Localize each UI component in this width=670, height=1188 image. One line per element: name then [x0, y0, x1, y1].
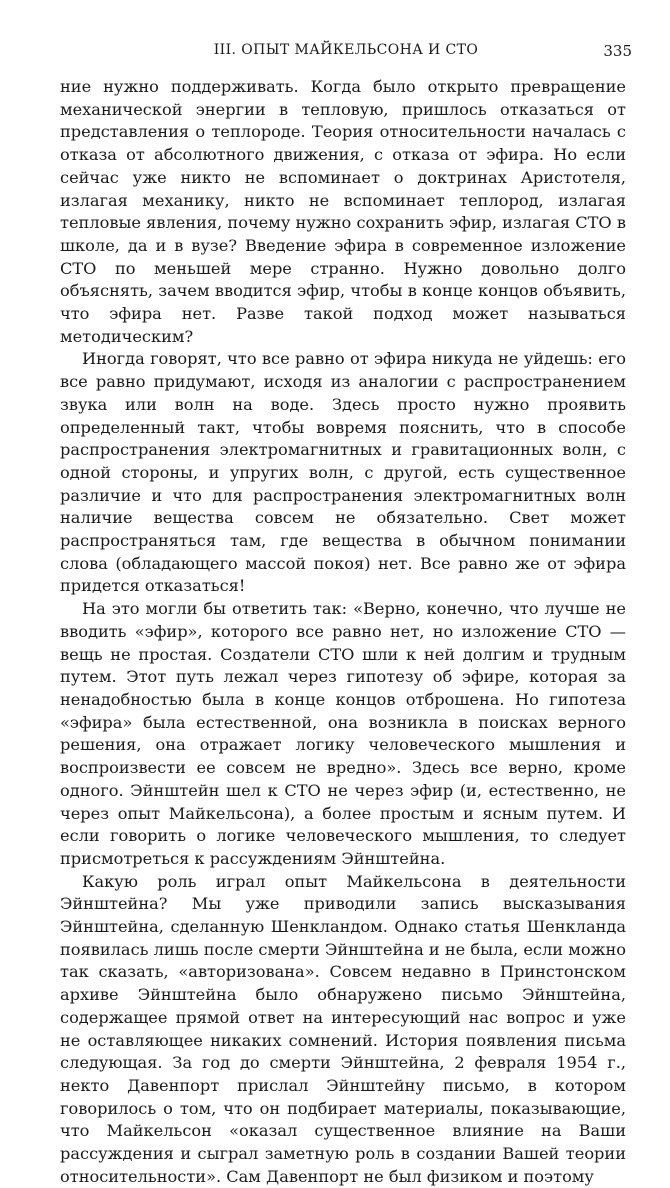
- paragraph-4: Какую роль играл опыт Майкельсона в деятельности Эйнштейна? Мы уже приводили запись высказывания Эйнштейна, сделанную Шенкландом. Однако статья Шенкланда появилась лишь после смерти Эйнштейна и не была, если можно так сказать, «авторизована». Совсем недавно в Принстонском архиве Эйнштейна было обнаружено письмо Эйнштейна, содержащее прямой ответ на интересующий нас вопрос и уже не оставляющее никаких сомнений. История появления письма следующая. За год до смерти Эйнштейна, 2 февраля 1954 г., некто Давенпорт прислал Эйнштейну письмо, в котором говорилось о том, что он подбирает материалы, показывающие, что Майкельсон «оказал существенное влияние на Ваши рассуждения и сыграл заметную роль в создании Вашей теории относительности». Сам Давенпорт не был физиком и поэтому: [60, 871, 626, 1186]
- paragraph-2: Иногда говорят, что все равно от эфира никуда не уйдешь: его все равно придумают, исходя из аналогии с распространением звука или волн на воде. Здесь просто нужно проявить определенный такт, чтобы вовремя пояснить, что в способе распространения электромагнитных и гравитационных волн, с одной стороны, и упругих волн, с другой, есть существенное различие и что для распространения электромагнитных волн наличие вещества совсем не обязательно. Свет может распространяться там, где вещества в обычном понимании слова (обладающего массой покоя) нет. Все равно же от эфира придется отказаться!: [60, 349, 626, 596]
- paragraph-3: На это могли бы ответить так: «Верно, конечно, что лучше не вводить «эфир», которого все равно нет, но изложение СТО — вещь не простая. Создатели СТО шли к ней долгим и трудным путем. Этот путь лежал через гипотезу об эфире, которая за ненадобностью была в конце концов отброшена. Но гипотеза «эфира» была естественной, она возникла в поисках верного решения, она отражает логику человеческого мышления и воспроизвести ее совсем не вредно». Здесь все верно, кроме одного. Эйнштейн шел к СТО не через эфир (и, естественно, не через опыт Майкельсона), а более простым и ясным путем. И если говорить о логике человеческого мышления, то следует присмотреться к рассуждениям Эйнштейна.: [60, 599, 626, 868]
- running-head: [60, 42, 632, 64]
- running-title: III. ОПЫТ МАЙКЕЛЬСОНА И СТО: [213, 42, 479, 58]
- paragraph-1: ние нужно поддерживать. Когда было открыто превращение механической энергии в тепловую, пришлось отказаться от представления о теплороде. Теория относительности началась с отказа от абсолютного движения, с отказа от эфира. Но если сейчас уже никто не вспоминает о доктринах Аристотеля, излагая механику, никто не вспоминает теплород, излагая тепловые явления, почему нужно сохранить эфир, излагая СТО в школе, да и в вузе? Введение эфира в современное изложение СТО по меньшей мере странно. Нужно довольно долго объяснять, зачем вводится эфир, чтобы в конце концов объявить, что эфира нет. Разве такой подход может называться методическим?: [60, 77, 626, 346]
- page-number: 335: [603, 42, 632, 60]
- body-text: [60, 76, 626, 1188]
